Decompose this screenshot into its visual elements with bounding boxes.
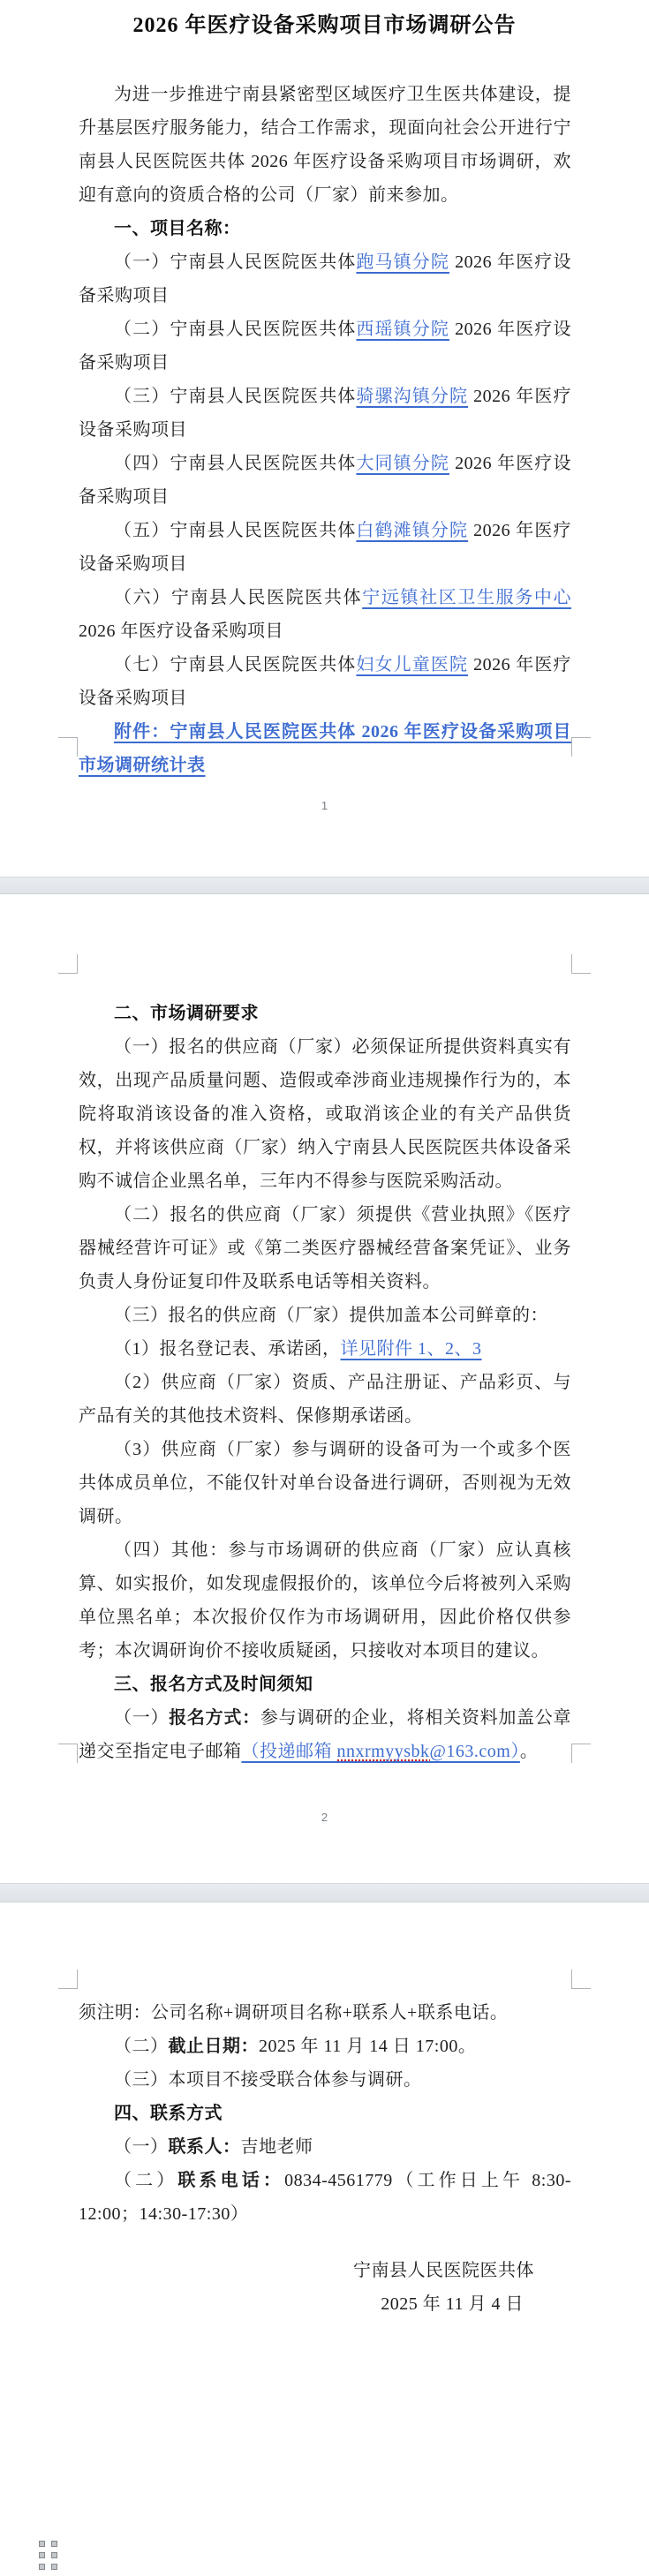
page-number-2: 2 — [321, 1811, 328, 1824]
text-run: 0834-4561779（工作日上午 8:30-12:00；14:30-17:30） — [79, 2171, 572, 2224]
text-run: 二、市场调研要求 — [114, 1004, 259, 1023]
text-run: （一） — [114, 2137, 169, 2157]
text-run: 2025 年 11 月 14 日 17:00。 — [259, 2037, 477, 2056]
hyperlink[interactable]: 详见附件 1、2、3 — [340, 1339, 482, 1359]
requirement-2 — [79, 1198, 571, 1299]
text-run: 2026 年医疗设备采购项目 — [79, 387, 572, 440]
requirement-3 — [79, 1299, 571, 1332]
hyperlink[interactable]: 白鹤滩镇分院 — [356, 521, 469, 540]
hyperlink[interactable]: 大同镇分院 — [356, 454, 449, 473]
text-run: 报名方式： — [169, 1708, 260, 1728]
text-run: 三、报名方式及时间须知 — [114, 1675, 313, 1694]
text-run: 。 — [519, 1742, 539, 1761]
spacer — [79, 2231, 571, 2254]
margin-corner-mark — [571, 1744, 591, 1763]
text-run: （一）报名的供应商（厂家）必须保证所提供资料真实有效，出现产品质量问题、造假或牵涉商业违规操作行为的，本院将取消该设备的准入资格，或取消该企业的有关产品供货权，并将该供应商（厂家）纳入宁南县人民医院医共体设备采购不诚信企业黑名单，三年内不得参与医院采购活动。 — [79, 1037, 571, 1191]
margin-corner-mark — [58, 1970, 78, 1989]
deadline — [79, 2030, 571, 2063]
text-run: （六）宁南县人民医院医共体 — [114, 588, 363, 607]
hyperlink[interactable]: nnxrmyysbk — [336, 1742, 430, 1761]
page-1-content — [79, 78, 571, 782]
dot-icon — [51, 2552, 57, 2558]
signup-method — [79, 1701, 571, 1768]
hyperlink[interactable]: 骑骡沟镇分院 — [356, 387, 469, 406]
text-run: 宁南县人民医院医共体 — [353, 2261, 534, 2280]
contact-person — [79, 2130, 571, 2164]
requirement-4 — [79, 1533, 571, 1668]
text-run: 参与调研的企业，将相关资料加盖公章递交至指定电子邮箱 — [79, 1708, 572, 1761]
project-item-5 — [79, 514, 571, 581]
text-run: 须注明：公司名称+调研项目名称+联系人+联系电话。 — [79, 2003, 509, 2022]
margin-corner-mark — [571, 737, 591, 757]
intro-paragraph — [79, 78, 571, 212]
margin-corner-mark — [571, 954, 591, 974]
dot-icon — [39, 2564, 45, 2570]
hyperlink[interactable]: 附件：宁南县人民医院医共体 2026 年医疗设备采购项目市场调研统计表 — [79, 722, 571, 775]
project-item-6 — [79, 581, 571, 648]
project-item-7 — [79, 648, 571, 715]
dot-icon — [39, 2541, 45, 2547]
text-run: 2026 年医疗设备采购项目 — [79, 454, 572, 507]
page-separator — [0, 877, 649, 894]
text-run: 四、联系方式 — [114, 2104, 223, 2123]
attachment-link-paragraph — [79, 715, 571, 782]
text-run: （二）宁南县人民医院医共体 — [114, 320, 357, 339]
section-2-heading — [79, 997, 571, 1030]
margin-corner-mark — [58, 954, 78, 974]
requirement-3-item-1 — [79, 1332, 571, 1366]
hyperlink[interactable]: 宁远镇社区卫生服务中心 — [362, 588, 572, 607]
section-4-heading — [79, 2097, 571, 2130]
page-number-1: 1 — [321, 799, 328, 812]
page-3 — [0, 1902, 649, 2576]
signature-date — [79, 2287, 571, 2321]
text-run: （三）本项目不接受联合体参与调研。 — [114, 2070, 422, 2090]
text-run: （3）供应商（厂家）参与调研的设备可为一个或多个医共体成员单位，不能仅针对单台设备进行调研，否则视为无效调研。 — [79, 1440, 571, 1526]
text-run: （二） — [114, 2171, 178, 2190]
text-run: 2025 年 11 月 4 日 — [381, 2294, 524, 2314]
margin-corner-mark — [571, 1970, 591, 1989]
requirement-3-item-2 — [79, 1366, 571, 1433]
text-run: 2026 年医疗设备采购项目 — [79, 621, 283, 641]
dot-icon — [51, 2541, 57, 2547]
text-run: 2026 年医疗设备采购项目 — [79, 252, 572, 305]
dot-icon — [39, 2552, 45, 2558]
text-run: 截止日期： — [168, 2037, 259, 2056]
text-run: （一）宁南县人民医院医共体 — [114, 252, 357, 272]
signup-note — [79, 1996, 571, 2030]
hyperlink[interactable]: 跑马镇分院 — [356, 252, 449, 272]
text-run: （三）报名的供应商（厂家）提供加盖本公司鲜章的： — [114, 1306, 548, 1325]
text-run: （五）宁南县人民医院医共体 — [114, 521, 357, 540]
text-run: （1）报名登记表、承诺函， — [114, 1339, 341, 1359]
page-2-content — [79, 997, 571, 1768]
signature-org — [79, 2254, 571, 2287]
document-title: 2026 年医疗设备采购项目市场调研公告 — [132, 14, 517, 37]
text-run: 一、项目名称： — [114, 219, 241, 238]
project-item-4 — [79, 447, 571, 514]
text-run: （一） — [114, 1708, 170, 1728]
page-separator — [0, 1883, 649, 1902]
page-2 — [0, 894, 649, 1883]
project-item-2 — [79, 313, 571, 380]
text-run: （四）宁南县人民医院医共体 — [114, 454, 357, 473]
text-run: 2026 年医疗设备采购项目 — [79, 521, 572, 574]
text-run: 联系电话： — [177, 2171, 285, 2190]
requirement-3-item-3 — [79, 1433, 571, 1533]
requirement-1 — [79, 1030, 571, 1198]
page-3-content — [79, 1996, 571, 2321]
text-run: 2026 年医疗设备采购项目 — [79, 320, 572, 373]
section-3-heading — [79, 1668, 571, 1701]
project-item-3 — [79, 380, 571, 447]
no-consortium-note — [79, 2063, 571, 2097]
text-run: （2）供应商（厂家）资质、产品注册证、产品彩页、与产品有关的其他技术资料、保修期承诺函。 — [79, 1373, 571, 1426]
text-run: 为进一步推进宁南县紧密型区域医疗卫生医共体建设，提升基层医疗服务能力，结合工作需求，现面向社会公开进行宁南县人民医院医共体 2026 年医疗设备采购项目市场调研，欢迎有意向的资质合格的公司（厂家）前来参加。 — [79, 85, 571, 205]
text-run: 联系人： — [168, 2137, 241, 2157]
text-run: （二）报名的供应商（厂家）须提供《营业执照》《医疗器械经营许可证》或《第二类医疗器械经营备案凭证》、业务负责人身份证复印件及联系电话等相关资料。 — [79, 1205, 571, 1292]
page-1 — [0, 0, 649, 877]
contact-phone — [79, 2164, 571, 2231]
project-item-1 — [79, 245, 571, 313]
margin-corner-mark — [58, 1744, 78, 1763]
hyperlink[interactable]: @163.com） — [429, 1742, 520, 1761]
hyperlink[interactable]: 妇女儿童医院 — [356, 655, 469, 674]
hyperlink[interactable]: 西瑶镇分院 — [356, 320, 449, 339]
text-run: 2026 年医疗设备采购项目 — [79, 655, 572, 708]
text-run: （四）其他：参与市场调研的供应商（厂家）应认真核算、如实报价，如发现虚假报价的，该单位今后将被列入采购单位黑名单；本次报价仅作为市场调研用，因此价格仅供参考；本次调研询价不接收质疑函，只接收对本项目的建议。 — [79, 1540, 571, 1661]
anchor-dots-icon — [39, 2541, 57, 2570]
text-run: （二） — [114, 2037, 169, 2056]
text-run: （七）宁南县人民医院医共体 — [114, 655, 357, 674]
margin-corner-mark — [58, 737, 78, 757]
dot-icon — [51, 2564, 57, 2570]
hyperlink[interactable]: （投递邮箱 — [241, 1742, 337, 1761]
text-run: 吉地老师 — [240, 2137, 313, 2157]
text-run: （三）宁南县人民医院医共体 — [114, 387, 357, 406]
section-1-heading — [79, 212, 571, 245]
